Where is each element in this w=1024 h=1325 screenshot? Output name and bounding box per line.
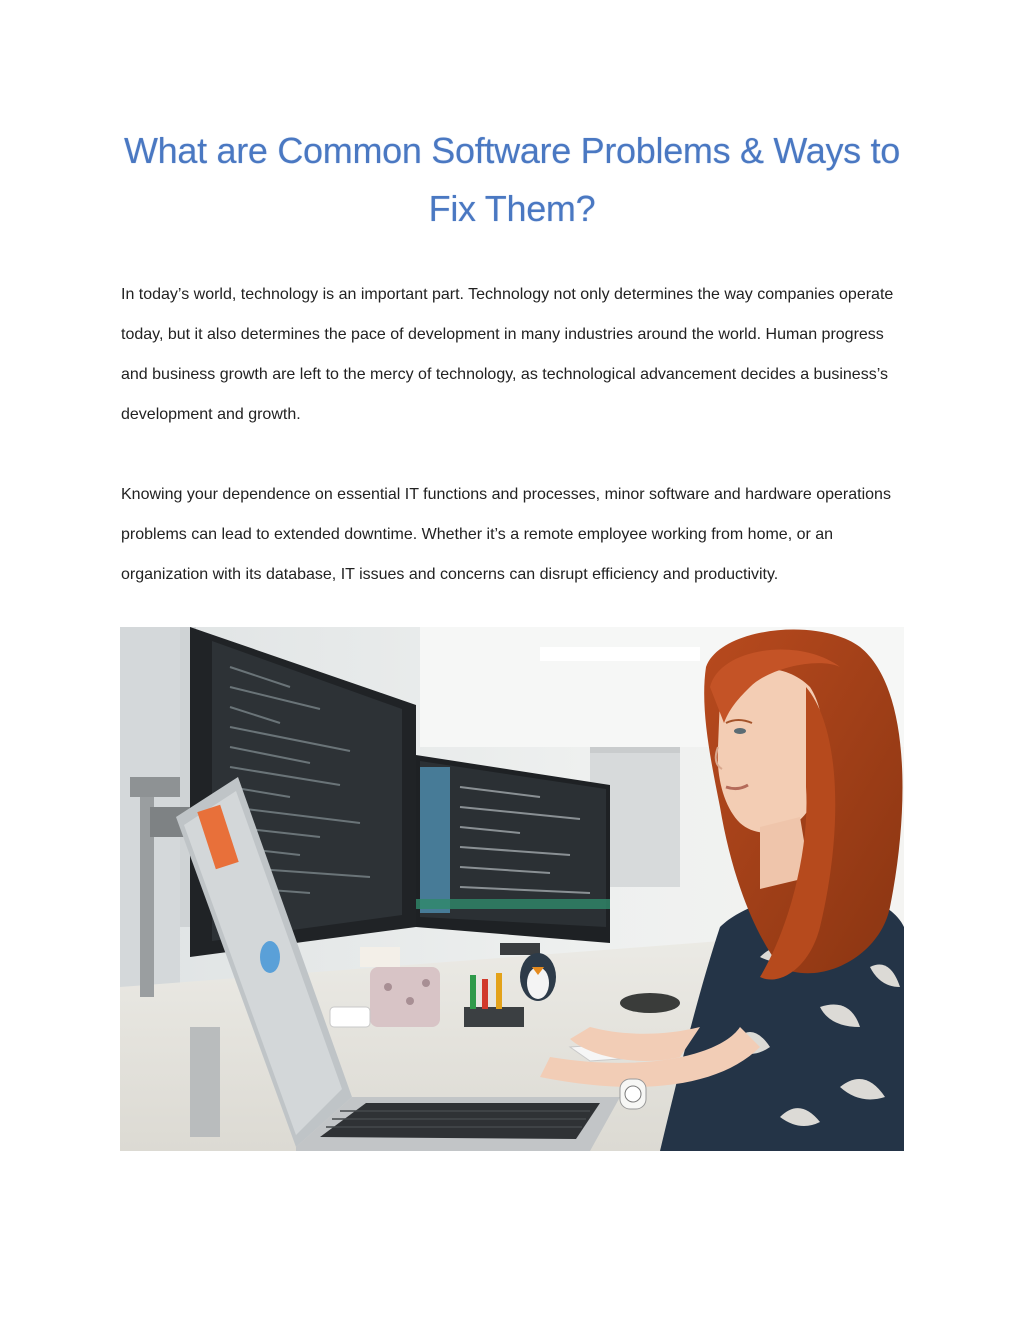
- dependence-paragraph: Knowing your dependence on essential IT functions and processes, minor software and hardware operations problems can lead to extended downtime. Whether it’s a remote employee working from home, or an organization with its database, IT issues and concerns can disrupt efficiency and productivity.: [121, 486, 891, 583]
- office-photo-illustration: [120, 627, 904, 1151]
- page-title: What are Common Software Problems & Ways to Fix Them?: [123, 130, 901, 229]
- office-photo: [120, 627, 904, 1151]
- intro-paragraph: In today’s world, technology is an important part. Technology not only determines the way companies operate today, but it also determines the pace of development in many industries around the world. Human progress and business growth are left to the mercy of technology, as technological advancement decides a business’s development and growth.: [121, 286, 894, 423]
